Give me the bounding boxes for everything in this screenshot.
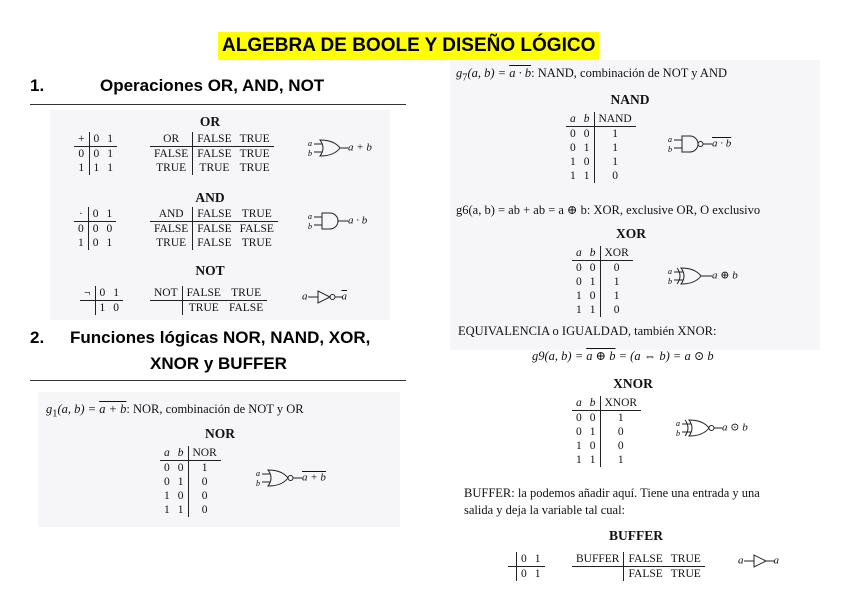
and-bool-cell: FALSE xyxy=(193,236,236,250)
not-bin-cell: 0 xyxy=(113,302,119,314)
nor-def-sub: 1 xyxy=(52,408,58,420)
nand-title: NAND xyxy=(610,92,650,107)
nor-cell: 1 xyxy=(188,461,221,476)
nor-def-expr: a + b xyxy=(99,402,127,416)
and-bin-op: · xyxy=(74,207,88,222)
nor-cell: 1 xyxy=(164,504,170,516)
nor-cell: 0 xyxy=(188,475,221,489)
not-bool-h: NOT xyxy=(150,286,182,301)
buffer-bool-h: FALSE xyxy=(624,552,667,567)
or-gate-icon xyxy=(308,138,348,158)
xor-gate xyxy=(668,266,738,286)
not-bin-empty xyxy=(80,301,95,316)
not-bin-h1: 1 xyxy=(109,286,123,301)
xnor-cell: 1 xyxy=(589,426,596,438)
xnor-gate-label: a ⊙ b xyxy=(722,421,748,434)
svg-text:a: a xyxy=(676,419,680,428)
nor-cell: 0 xyxy=(188,489,221,503)
svg-text:b: b xyxy=(256,479,260,488)
xnor-gate-icon xyxy=(676,418,722,438)
and-gate-label: a · b xyxy=(348,214,368,227)
xnor-h: a xyxy=(572,396,586,411)
or-bin-cell: 1 xyxy=(89,161,103,175)
or-bool-h: TRUE xyxy=(236,132,274,147)
nand-table xyxy=(566,112,636,183)
xor-cell: 1 xyxy=(576,304,582,316)
not-bool-h: TRUE xyxy=(225,286,267,301)
nor-table xyxy=(160,446,221,517)
not-gate-out: $\overline{a}$ xyxy=(341,290,347,303)
xor-definition: g6(a, b) = ab + ab = a ⊕ b: XOR, exclusive OR, O exclusivo xyxy=(456,203,761,217)
xnor-cell: 1 xyxy=(600,411,641,426)
xnor-intro: EQUIVALENCIA o IGUALDAD, también XNOR: xyxy=(458,324,717,338)
svg-text:a: a xyxy=(668,135,672,144)
buffer-intro-line1: BUFFER: la podemos añadir aquí. Tiene una entrada y una xyxy=(464,486,760,500)
svg-text:b: b xyxy=(668,277,672,286)
and-bin-h0: 0 xyxy=(88,207,102,222)
nand-def-sub: 7 xyxy=(462,72,468,84)
and-bin-cell: 0 xyxy=(88,222,102,237)
xor-cell: 1 xyxy=(600,289,633,303)
xnor-formula xyxy=(532,348,714,364)
buffer-binary-table xyxy=(508,552,545,581)
nor-h: NOR xyxy=(188,446,221,461)
buffer-bin-cell: 1 xyxy=(534,568,541,580)
section1-rule xyxy=(30,104,406,105)
buffer-bin-h: 0 xyxy=(517,552,531,567)
nor-def-args: (a, b) = xyxy=(57,402,100,416)
nand-cell: 0 xyxy=(570,128,576,140)
nor-cell: 0 xyxy=(164,462,170,474)
xor-gate-icon xyxy=(668,266,712,286)
not-bool-table xyxy=(150,286,267,315)
nand-cell: 0 xyxy=(583,156,590,168)
and-bool-cell: FALSE xyxy=(154,223,189,235)
svg-text:a: a xyxy=(668,267,672,276)
nand-cell: 1 xyxy=(594,141,636,155)
and-title: AND xyxy=(195,190,225,205)
nor-cell: 1 xyxy=(177,476,184,488)
or-bin-cell: 1 xyxy=(107,148,113,160)
nor-def-rest: : NOR, combinación de NOT y OR xyxy=(126,402,304,416)
and-bool-h: AND xyxy=(150,207,193,222)
nand-cell: 0 xyxy=(583,128,590,140)
xnor-h: b xyxy=(586,396,600,411)
or-bin-cell: 1 xyxy=(107,162,113,174)
xnor-cell: 1 xyxy=(589,454,596,466)
or-bool-cell: TRUE xyxy=(239,148,270,160)
nand-h: b xyxy=(580,112,594,127)
xnor-gate xyxy=(676,418,748,438)
xor-h: a xyxy=(572,246,586,261)
nand-def-expr: a · b xyxy=(509,66,532,80)
nand-gate-icon xyxy=(668,134,712,154)
and-bool-cell: FALSE xyxy=(239,223,274,235)
xor-cell: 0 xyxy=(589,290,596,302)
and-bool-cell: TRUE xyxy=(241,237,272,249)
xnor-cell: 1 xyxy=(576,440,582,452)
buffer-bool-cell: TRUE xyxy=(670,568,701,580)
not-bin-cell: 1 xyxy=(95,301,109,316)
and-bool-h: TRUE xyxy=(236,207,278,222)
xnor-cell: 0 xyxy=(589,440,596,452)
buffer-bool-table xyxy=(572,552,705,581)
xor-cell: 1 xyxy=(589,276,596,288)
xnor-cell: 0 xyxy=(576,412,582,424)
or-bool-h: FALSE xyxy=(193,132,236,147)
nand-cell: 1 xyxy=(583,170,590,182)
and-bool-h: FALSE xyxy=(193,207,236,222)
nand-h: NAND xyxy=(594,112,636,127)
nor-title: NOR xyxy=(205,426,235,441)
or-bool-cell: FALSE xyxy=(193,147,236,162)
and-bin-cell: 1 xyxy=(106,237,113,249)
not-bin-op: ¬ xyxy=(80,286,95,301)
nor-gate xyxy=(256,468,326,488)
nand-cell: 1 xyxy=(594,155,636,169)
and-binary-table xyxy=(74,207,116,250)
or-bool-h: OR xyxy=(150,132,193,147)
section1-heading: Operaciones OR, AND, NOT xyxy=(100,76,325,95)
nor-cell: 1 xyxy=(164,490,170,502)
buffer-gate-icon xyxy=(744,554,774,568)
xor-title: XOR xyxy=(616,226,646,241)
xnor-cell: 1 xyxy=(576,454,582,466)
xnor-title: XNOR xyxy=(613,376,653,391)
xor-cell: 0 xyxy=(589,262,596,274)
buffer-bin-cell: 0 xyxy=(517,567,531,582)
buffer-bool-empty xyxy=(572,567,624,582)
nor-cell: 0 xyxy=(188,503,221,517)
not-bool-cell: TRUE xyxy=(182,301,225,316)
xnor-formula-bar: a ⊕ b xyxy=(586,349,616,363)
nand-gate xyxy=(668,134,731,154)
nor-gate-icon xyxy=(256,468,302,488)
nor-definition xyxy=(46,402,304,420)
or-bool-cell: FALSE xyxy=(154,148,189,160)
not-bool-empty xyxy=(150,301,182,316)
xor-cell: 1 xyxy=(600,275,633,289)
nand-gate-label: a · b xyxy=(712,137,732,150)
xnor-formula-left: g9(a, b) = xyxy=(532,349,587,363)
nand-def-rest: : NAND, combinación de NOT y AND xyxy=(531,66,728,80)
section2-rule xyxy=(30,380,406,381)
not-gate-in: a xyxy=(302,290,308,303)
and-bool-cell: TRUE xyxy=(156,237,187,249)
xor-gate-label: a ⊕ b xyxy=(712,269,738,282)
not-gate-icon xyxy=(308,290,342,304)
xor-cell: 0 xyxy=(576,276,582,288)
nand-cell: 1 xyxy=(594,127,636,142)
not-gate xyxy=(302,290,347,304)
page-title: ALGEBRA DE BOOLE Y DISEÑO LÓGICO xyxy=(218,32,599,60)
or-bin-h1: 1 xyxy=(103,132,117,147)
xor-h: b xyxy=(586,246,600,261)
xnor-cell: 1 xyxy=(600,453,641,467)
and-bin-cell: 0 xyxy=(78,223,84,235)
nand-cell: 0 xyxy=(570,142,576,154)
section1-number: 1. xyxy=(30,76,45,95)
section2-number: 2. xyxy=(30,328,45,347)
or-title: OR xyxy=(199,114,221,129)
or-gate-label: a + b xyxy=(348,141,372,154)
buffer-title: BUFFER xyxy=(609,528,663,543)
xnor-cell: 0 xyxy=(600,425,641,439)
xnor-formula-right: = (a ⇔ b) = a ⊙ b xyxy=(615,349,714,363)
buffer-bool-cell: FALSE xyxy=(624,567,667,582)
svg-text:b: b xyxy=(308,222,312,231)
nand-def-fn: g xyxy=(456,66,463,80)
nand-cell: 1 xyxy=(583,142,590,154)
xor-h: XOR xyxy=(600,246,633,261)
buffer-bool-h: TRUE xyxy=(667,552,705,567)
xnor-cell: 0 xyxy=(589,412,596,424)
buffer-bin-empty2 xyxy=(508,567,517,582)
or-bool-cell: TRUE xyxy=(156,162,187,174)
buffer-intro-line2: salida y deja la variable tal cual: xyxy=(464,503,626,517)
svg-text:b: b xyxy=(308,149,312,158)
xor-table xyxy=(572,246,633,317)
xnor-cell: 0 xyxy=(600,439,641,453)
or-binary-table xyxy=(74,132,117,175)
xnor-h: XNOR xyxy=(600,396,641,411)
and-bool-table xyxy=(150,207,278,250)
nand-cell: 1 xyxy=(570,156,576,168)
or-bool-table xyxy=(150,132,274,175)
buffer-bin-h: 1 xyxy=(531,552,545,567)
nand-h: a xyxy=(566,112,580,127)
or-bool-cell: TRUE xyxy=(239,162,270,174)
section2-heading-line2: XNOR y BUFFER xyxy=(150,354,287,373)
xor-cell: 0 xyxy=(600,303,633,317)
not-bool-cell: FALSE xyxy=(228,302,264,314)
not-title: NOT xyxy=(195,263,225,278)
buffer-bin-empty xyxy=(508,552,517,567)
svg-text:a: a xyxy=(308,212,312,221)
nand-cell: 1 xyxy=(570,170,576,182)
nand-cell: 0 xyxy=(594,169,636,183)
xor-cell: 1 xyxy=(576,290,582,302)
section2-heading-line1: Funciones lógicas NOR, NAND, XOR, xyxy=(70,328,371,347)
svg-text:a: a xyxy=(308,139,312,148)
xnor-cell: 0 xyxy=(576,426,582,438)
and-gate-icon xyxy=(308,211,348,231)
not-bin-h0: 0 xyxy=(95,286,109,301)
and-bin-h1: 1 xyxy=(103,207,117,222)
xor-cell: 1 xyxy=(589,304,596,316)
or-bin-cell: 0 xyxy=(78,148,85,160)
and-bin-cell: 0 xyxy=(106,223,113,235)
or-gate xyxy=(308,138,372,158)
buffer-gate-in: a xyxy=(738,554,744,567)
or-bin-op: + xyxy=(74,132,89,147)
nor-gate-label: a + b xyxy=(302,471,326,484)
nand-def-args: (a, b) = xyxy=(467,66,510,80)
xnor-table xyxy=(572,396,641,467)
and-bool-cell: FALSE xyxy=(193,222,236,237)
xor-cell: 0 xyxy=(600,261,633,276)
nor-cell: 0 xyxy=(177,490,184,502)
svg-text:b: b xyxy=(676,429,680,438)
nor-def-fn: g xyxy=(46,402,53,416)
buffer-gate xyxy=(738,554,779,568)
nor-cell: 0 xyxy=(164,476,170,488)
buffer-gate-out: a xyxy=(773,554,779,567)
svg-text:b: b xyxy=(668,145,672,154)
svg-text:a: a xyxy=(256,469,260,478)
or-bin-cell: 0 xyxy=(89,147,103,162)
nor-cell: 1 xyxy=(177,504,184,516)
xor-cell: 0 xyxy=(576,262,582,274)
or-bin-h0: 0 xyxy=(89,132,103,147)
or-bool-cell: TRUE xyxy=(193,161,236,175)
and-bin-cell: 1 xyxy=(78,237,84,249)
and-bin-cell: 0 xyxy=(88,236,102,250)
nor-cell: 0 xyxy=(177,462,184,474)
nand-definition xyxy=(456,66,727,84)
and-gate xyxy=(308,211,367,231)
not-binary-table xyxy=(80,286,123,315)
nor-h: a xyxy=(160,446,174,461)
buffer-bool-h: BUFFER xyxy=(572,552,624,567)
or-bin-cell: 1 xyxy=(78,162,85,174)
nor-h: b xyxy=(174,446,188,461)
not-bool-h: FALSE xyxy=(182,286,225,301)
